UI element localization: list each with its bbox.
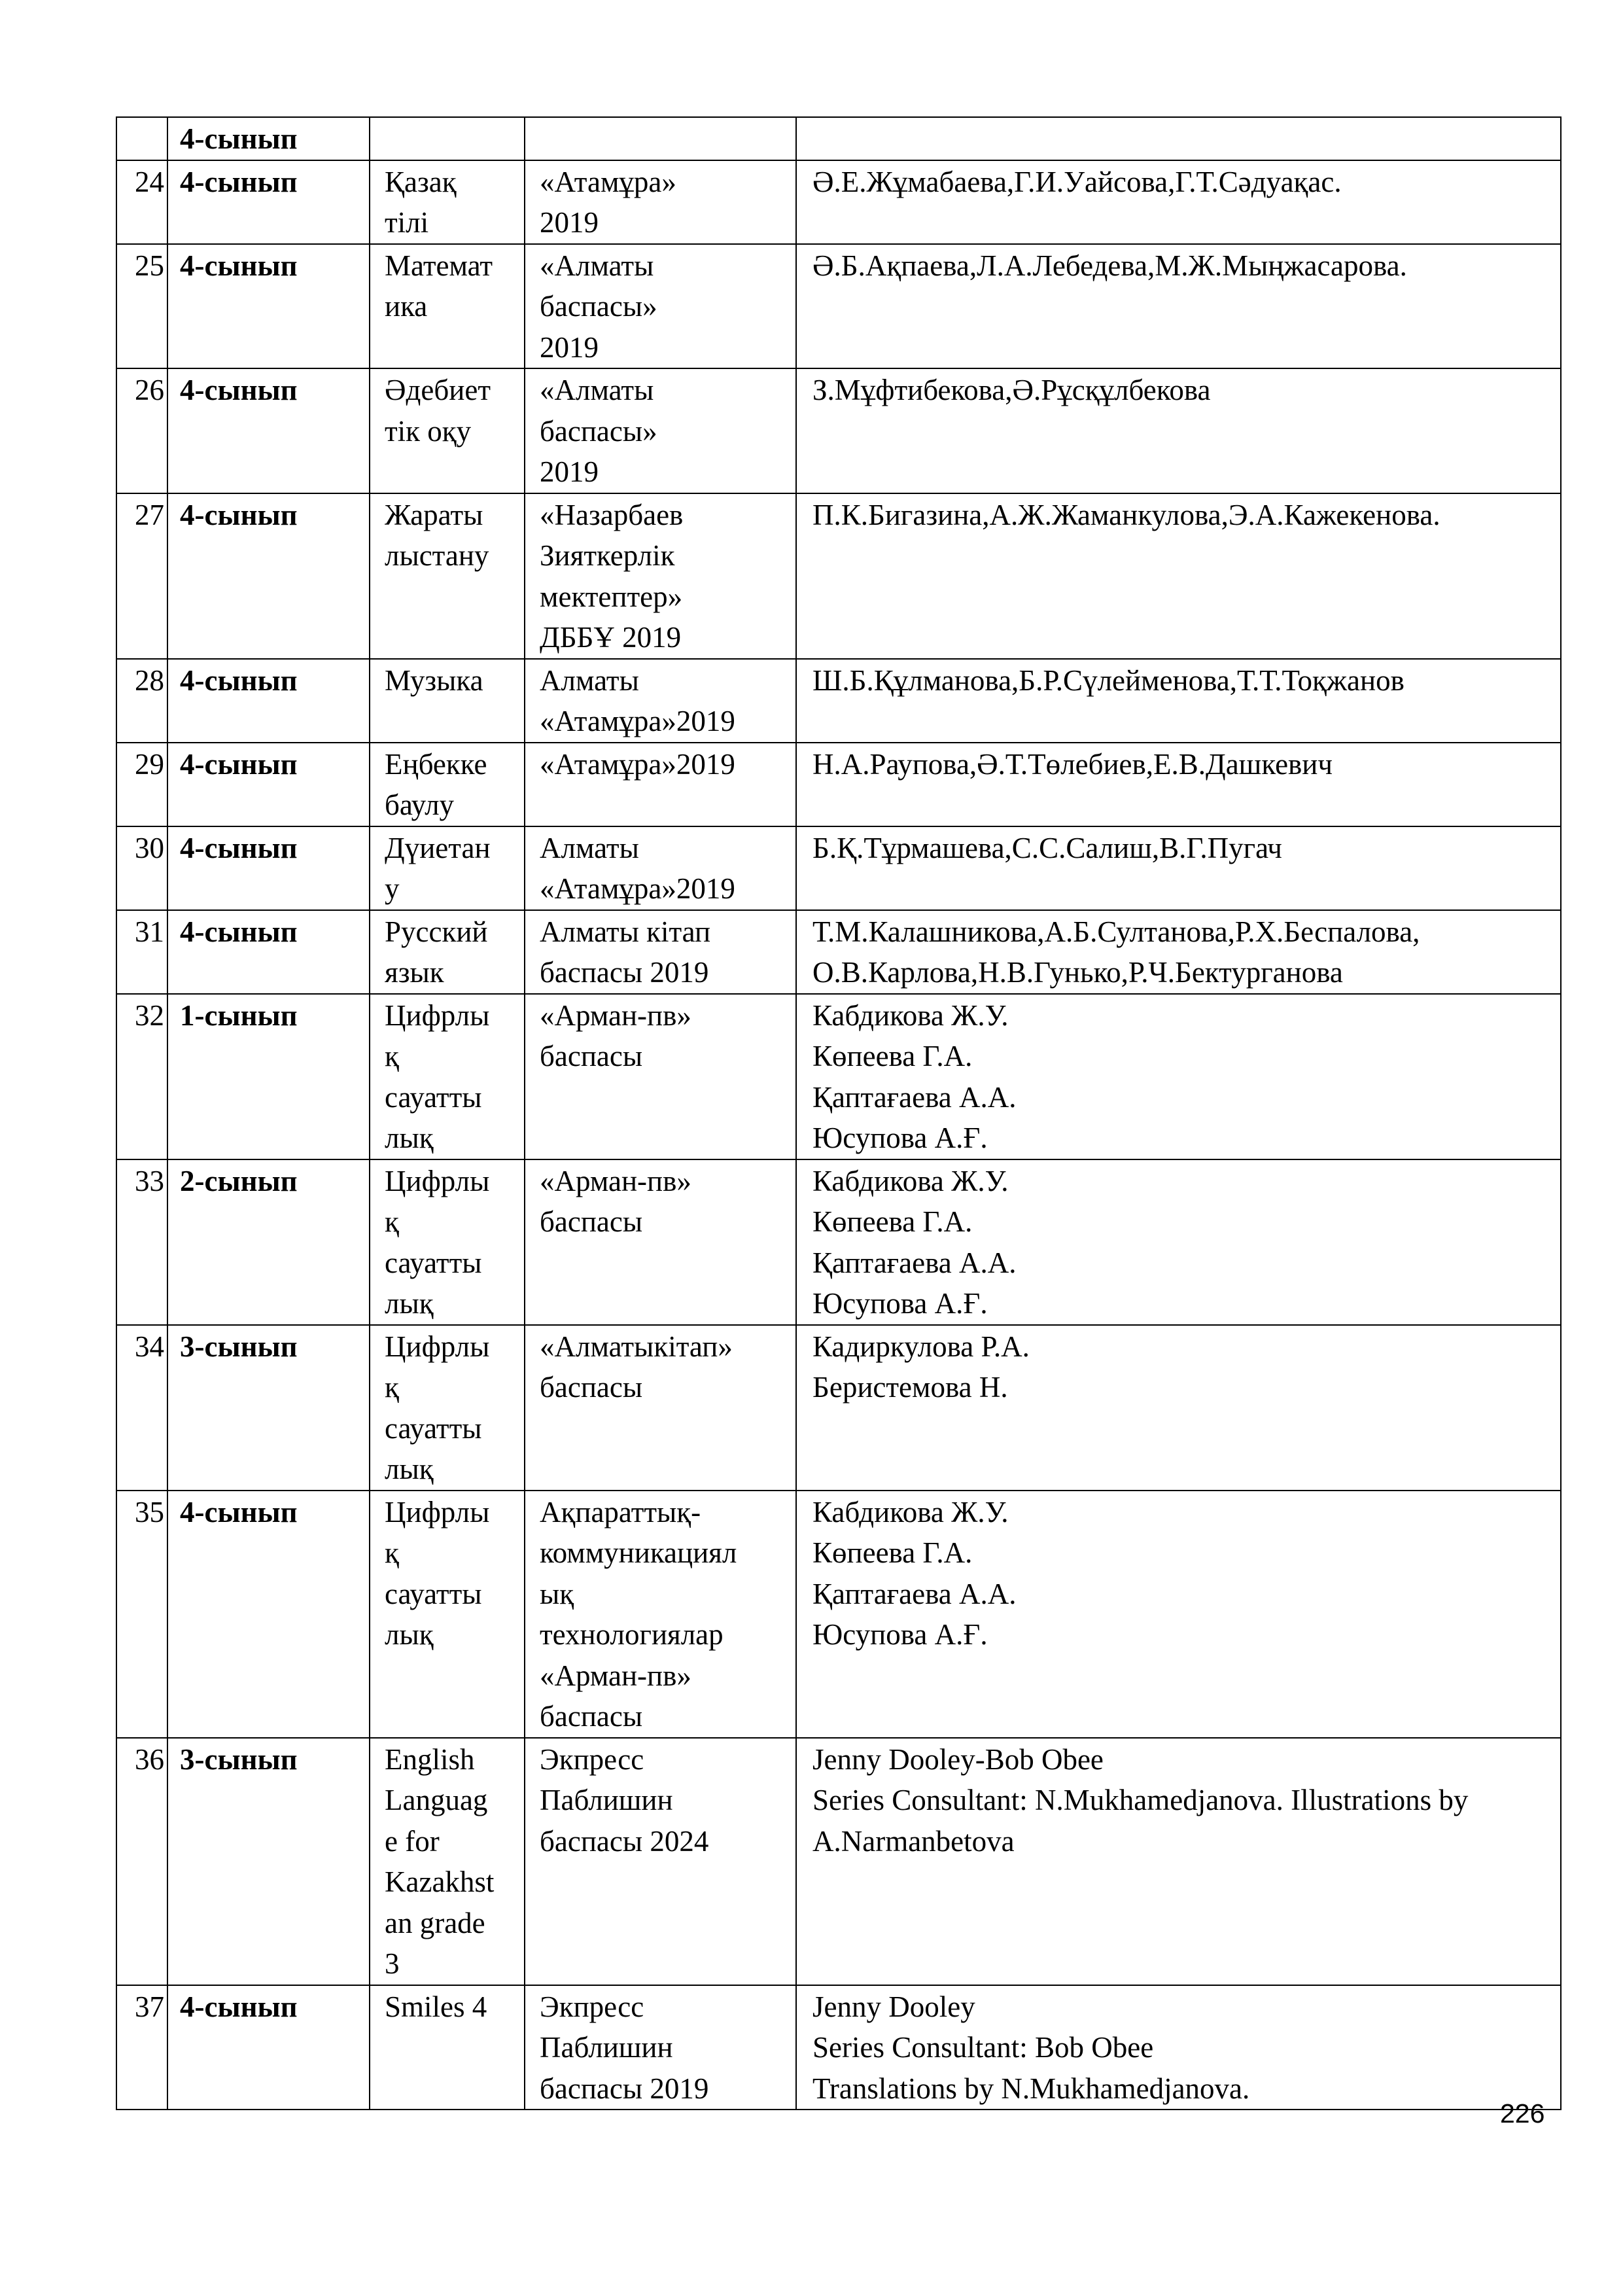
publisher-line: баспасы: [540, 1700, 643, 1733]
row-number-cell: [116, 1985, 167, 2110]
authors-cell: [796, 117, 1561, 160]
row-number-cell: [116, 117, 167, 160]
grade-label: 4-сынып: [180, 165, 298, 198]
subject-cell: [370, 659, 525, 743]
publisher-cell: [525, 244, 796, 369]
row-number-cell: [116, 1325, 167, 1491]
subject-line: ика: [385, 290, 428, 323]
row-number: 31: [135, 915, 164, 948]
subject-line: сауатты: [385, 1246, 482, 1279]
table-row: [116, 659, 1561, 743]
subject-cell: [370, 826, 525, 910]
author-line: Ә.Е.Жұмабаева,Г.И.Уайсова,Г.Т.Сәдуақас.: [812, 165, 1342, 198]
subject-cell: [370, 117, 525, 160]
subject-line: Математ: [385, 249, 493, 282]
row-number-cell: [116, 826, 167, 910]
row-number: 37: [135, 1990, 164, 2023]
table-row: [116, 117, 1561, 160]
table-row: [116, 826, 1561, 910]
subject-line: лық: [385, 1618, 434, 1651]
subject-cell: [370, 910, 525, 994]
grade-cell: [167, 910, 370, 994]
row-number-cell: [116, 244, 167, 369]
table-row: [116, 910, 1561, 994]
publisher-line: ДББҰ 2019: [540, 621, 682, 654]
authors-cell: [796, 160, 1561, 244]
author-line: Юсупова А.Ғ.: [812, 1122, 988, 1154]
publisher-line: коммуникациял: [540, 1536, 737, 1569]
publisher-line: «Атамұра»2019: [540, 872, 735, 905]
publisher-line: 2019: [540, 206, 599, 239]
author-line: Көпеева Г.А.: [812, 1536, 973, 1569]
publisher-line: баспасы 2019: [540, 2072, 709, 2105]
authors-cell: [796, 1985, 1561, 2110]
publisher-line: Экпресс: [540, 1990, 644, 2023]
row-number-cell: [116, 910, 167, 994]
subject-cell: [370, 1985, 525, 2110]
row-number-cell: [116, 1738, 167, 1985]
author-line: Кабдикова Ж.У.: [812, 998, 1009, 1032]
publisher-cell: [525, 826, 796, 910]
subject-cell: [370, 1738, 525, 1985]
subject-cell: [370, 244, 525, 369]
subject-line: Әдебиет: [385, 374, 491, 406]
subject-line: тік оқу: [385, 414, 472, 448]
grade-cell: [167, 117, 370, 160]
publisher-line: технологиялар: [540, 1618, 724, 1651]
subject-line: Smiles 4: [385, 1990, 487, 2023]
subject-line: қ: [385, 1040, 399, 1072]
row-number: 33: [135, 1164, 164, 1197]
grade-label: 4-сынып: [180, 374, 298, 406]
publisher-line: баспасы 2024: [540, 1824, 709, 1858]
author-line: З.Мұфтибекова,Ә.Рұсқұлбекова: [812, 374, 1211, 406]
subject-cell: [370, 368, 525, 493]
subject-line: English: [385, 1742, 475, 1776]
subject-line: лыстану: [385, 539, 489, 572]
row-number-cell: [116, 1159, 167, 1325]
authors-cell: [796, 994, 1561, 1159]
publisher-cell: [525, 493, 796, 659]
subject-cell: [370, 1325, 525, 1491]
publisher-line: «Назарбаев: [540, 498, 684, 531]
grade-label: 4-сынып: [180, 1495, 298, 1528]
author-line: П.К.Бигазина,А.Ж.Жаманкулова,Э.А.Кажекенова.: [812, 498, 1440, 531]
row-number: 32: [135, 998, 164, 1032]
authors-cell: [796, 1738, 1561, 1985]
subject-line: қ: [385, 1205, 399, 1238]
authors-cell: [796, 659, 1561, 743]
grade-label: 1-сынып: [180, 998, 298, 1032]
authors-cell: [796, 743, 1561, 826]
textbook-table: [116, 116, 1562, 2110]
grade-cell: [167, 1738, 370, 1985]
publisher-line: ық: [540, 1577, 574, 1610]
author-line: Т.М.Калашникова,А.Б.Султанова,Р.Х.Беспалова,: [812, 915, 1420, 948]
row-number: 30: [135, 831, 164, 864]
publisher-cell: [525, 1491, 796, 1738]
grade-cell: [167, 493, 370, 659]
publisher-cell: [525, 659, 796, 743]
row-number: 25: [135, 249, 164, 282]
publisher-cell: [525, 368, 796, 493]
publisher-line: Экпресс: [540, 1742, 644, 1776]
authors-cell: [796, 910, 1561, 994]
row-number: 34: [135, 1330, 164, 1363]
publisher-cell: [525, 160, 796, 244]
publisher-line: Паблишин: [540, 1784, 673, 1816]
table-body: [116, 117, 1561, 2110]
publisher-line: «Арман-пв»: [540, 1164, 691, 1197]
table-row: [116, 244, 1561, 369]
author-line: Көпеева Г.А.: [812, 1040, 973, 1072]
publisher-line: баспасы»: [540, 290, 657, 323]
table-row: [116, 1491, 1561, 1738]
author-line: О.В.Карлова,Н.В.Гунько,Р.Ч.Бектурганова: [812, 956, 1343, 989]
grade-cell: [167, 659, 370, 743]
grade-cell: [167, 160, 370, 244]
table-row: [116, 493, 1561, 659]
publisher-cell: [525, 910, 796, 994]
subject-line: Еңбекке: [385, 747, 487, 781]
subject-line: Музыка: [385, 663, 483, 697]
author-line: Қаптағаева А.А.: [812, 1246, 1017, 1279]
publisher-cell: [525, 1325, 796, 1491]
subject-cell: [370, 160, 525, 244]
publisher-line: «Алматы: [540, 249, 654, 282]
authors-cell: [796, 244, 1561, 369]
grade-label: 4-сынып: [180, 1990, 298, 2023]
page-number: 226: [1500, 2098, 1545, 2128]
table-row: [116, 1325, 1561, 1491]
grade-label: 4-сынып: [180, 122, 298, 155]
author-line: Jenny Dooley-Bob Obee: [812, 1742, 1104, 1776]
publisher-line: «Алматы: [540, 374, 654, 406]
publisher-line: баспасы 2019: [540, 956, 709, 989]
publisher-line: Ақпараттық-: [540, 1495, 701, 1528]
authors-cell: [796, 826, 1561, 910]
grade-cell: [167, 368, 370, 493]
grade-label: 3-сынып: [180, 1330, 298, 1363]
table-row: [116, 160, 1561, 244]
subject-line: сауатты: [385, 1080, 482, 1114]
grade-cell: [167, 1985, 370, 2110]
author-line: Беристемова Н.: [812, 1371, 1008, 1404]
table-row: [116, 368, 1561, 493]
subject-line: Цифрлы: [385, 998, 490, 1032]
author-line: Көпеева Г.А.: [812, 1205, 973, 1238]
row-number: 27: [135, 498, 164, 531]
subject-cell: [370, 743, 525, 826]
subject-line: e for: [385, 1824, 440, 1858]
row-number-cell: [116, 994, 167, 1159]
author-line: Н.А.Раупова,Ә.Т.Төлебиев,Е.В.Дашкевич: [812, 747, 1333, 781]
authors-cell: [796, 1325, 1561, 1491]
publisher-line: Алматы: [540, 663, 639, 697]
row-number: 26: [135, 374, 164, 406]
author-line: Ә.Б.Ақпаева,Л.А.Лебедева,М.Ж.Мыңжасарова.: [812, 249, 1407, 282]
row-number-cell: [116, 160, 167, 244]
grade-label: 4-сынып: [180, 663, 298, 697]
subject-cell: [370, 994, 525, 1159]
publisher-line: Паблишин: [540, 2031, 673, 2064]
author-line: Jenny Dooley: [812, 1990, 975, 2023]
row-number: 36: [135, 1742, 164, 1776]
grade-label: 4-сынып: [180, 249, 298, 282]
publisher-line: «Алматыкітап»: [540, 1330, 733, 1363]
grade-cell: [167, 244, 370, 369]
author-line: A.Narmanbetova: [812, 1824, 1015, 1858]
subject-cell: [370, 1159, 525, 1325]
author-line: Series Consultant: Bob Obee: [812, 2031, 1154, 2064]
subject-line: Русский: [385, 915, 488, 948]
authors-cell: [796, 368, 1561, 493]
authors-cell: [796, 1491, 1561, 1738]
subject-line: Цифрлы: [385, 1495, 490, 1528]
table-row: [116, 1985, 1561, 2110]
subject-line: Дүиетан: [385, 831, 491, 864]
publisher-line: «Атамұра»2019: [540, 747, 735, 781]
publisher-line: Алматы: [540, 831, 639, 864]
author-line: Ш.Б.Құлманова,Б.Р.Сүлейменова,Т.Т.Тоқжанов: [812, 663, 1405, 697]
grade-label: 3-сынып: [180, 1742, 298, 1776]
subject-line: сауатты: [385, 1577, 482, 1610]
grade-cell: [167, 826, 370, 910]
table-row: [116, 1159, 1561, 1325]
grade-cell: [167, 994, 370, 1159]
subject-line: у: [385, 872, 400, 905]
subject-line: Жараты: [385, 498, 483, 531]
publisher-cell: [525, 743, 796, 826]
grade-label: 4-сынып: [180, 915, 298, 948]
publisher-cell: [525, 1985, 796, 2110]
row-number-cell: [116, 743, 167, 826]
publisher-line: баспасы»: [540, 414, 657, 448]
publisher-line: «Атамұра»: [540, 165, 676, 198]
author-line: Қаптағаева А.А.: [812, 1080, 1017, 1114]
publisher-line: баспасы: [540, 1205, 643, 1238]
subject-line: 3: [385, 1947, 400, 1980]
table-row: [116, 743, 1561, 826]
subject-line: Languag: [385, 1784, 488, 1816]
grade-cell: [167, 1491, 370, 1738]
author-line: Қаптағаева А.А.: [812, 1577, 1017, 1610]
subject-cell: [370, 493, 525, 659]
author-line: Б.Қ.Тұрмашева,С.С.Салиш,В.Г.Пугач: [812, 831, 1282, 864]
subject-line: Цифрлы: [385, 1164, 490, 1197]
grade-cell: [167, 743, 370, 826]
author-line: Кабдикова Ж.У.: [812, 1495, 1009, 1528]
subject-line: Kazakhst: [385, 1865, 495, 1898]
publisher-line: «Арман-пв»: [540, 998, 691, 1032]
publisher-cell: [525, 117, 796, 160]
grade-label: 4-сынып: [180, 747, 298, 781]
grade-label: 4-сынып: [180, 831, 298, 864]
row-number-cell: [116, 659, 167, 743]
row-number: 29: [135, 747, 164, 781]
row-number: 24: [135, 165, 164, 198]
row-number-cell: [116, 368, 167, 493]
authors-cell: [796, 493, 1561, 659]
table-row: [116, 994, 1561, 1159]
publisher-line: Зияткерлік: [540, 539, 675, 572]
grade-label: 4-сынып: [180, 498, 298, 531]
publisher-cell: [525, 1159, 796, 1325]
subject-line: язык: [385, 956, 444, 989]
subject-line: Қазақ: [385, 165, 457, 198]
publisher-cell: [525, 1738, 796, 1985]
subject-line: тілі: [385, 206, 429, 239]
subject-line: an grade: [385, 1906, 485, 1939]
publisher-line: Алматы кітап: [540, 915, 711, 948]
publisher-line: баспасы: [540, 1040, 643, 1072]
row-number-cell: [116, 1491, 167, 1738]
subject-line: қ: [385, 1536, 399, 1569]
row-number: 28: [135, 663, 164, 697]
publisher-line: 2019: [540, 330, 599, 364]
subject-line: сауатты: [385, 1411, 482, 1445]
authors-cell: [796, 1159, 1561, 1325]
subject-line: қ: [385, 1371, 399, 1404]
grade-label: 2-сынып: [180, 1164, 298, 1197]
grade-cell: [167, 1325, 370, 1491]
author-line: Кабдикова Ж.У.: [812, 1164, 1009, 1197]
row-number: 35: [135, 1495, 164, 1528]
author-line: Series Consultant: N.Mukhamedjanova. Illustrations by: [812, 1784, 1469, 1816]
subject-line: лық: [385, 1122, 434, 1154]
author-line: Кадиркулова Р.А.: [812, 1330, 1030, 1363]
author-line: Юсупова А.Ғ.: [812, 1618, 988, 1651]
author-line: Юсупова А.Ғ.: [812, 1287, 988, 1320]
subject-line: баулу: [385, 788, 455, 821]
table-row: [116, 1738, 1561, 1985]
grade-cell: [167, 1159, 370, 1325]
subject-line: лық: [385, 1453, 434, 1485]
row-number-cell: [116, 493, 167, 659]
subject-line: Цифрлы: [385, 1330, 490, 1363]
publisher-line: 2019: [540, 455, 599, 488]
author-line: Translations by N.Mukhamedjanova.: [812, 2072, 1250, 2105]
publisher-line: «Атамұра»2019: [540, 705, 735, 737]
subject-line: лық: [385, 1287, 434, 1320]
publisher-line: «Арман-пв»: [540, 1659, 691, 1692]
subject-cell: [370, 1491, 525, 1738]
publisher-line: мектептер»: [540, 580, 683, 613]
publisher-line: баспасы: [540, 1371, 643, 1404]
publisher-cell: [525, 994, 796, 1159]
